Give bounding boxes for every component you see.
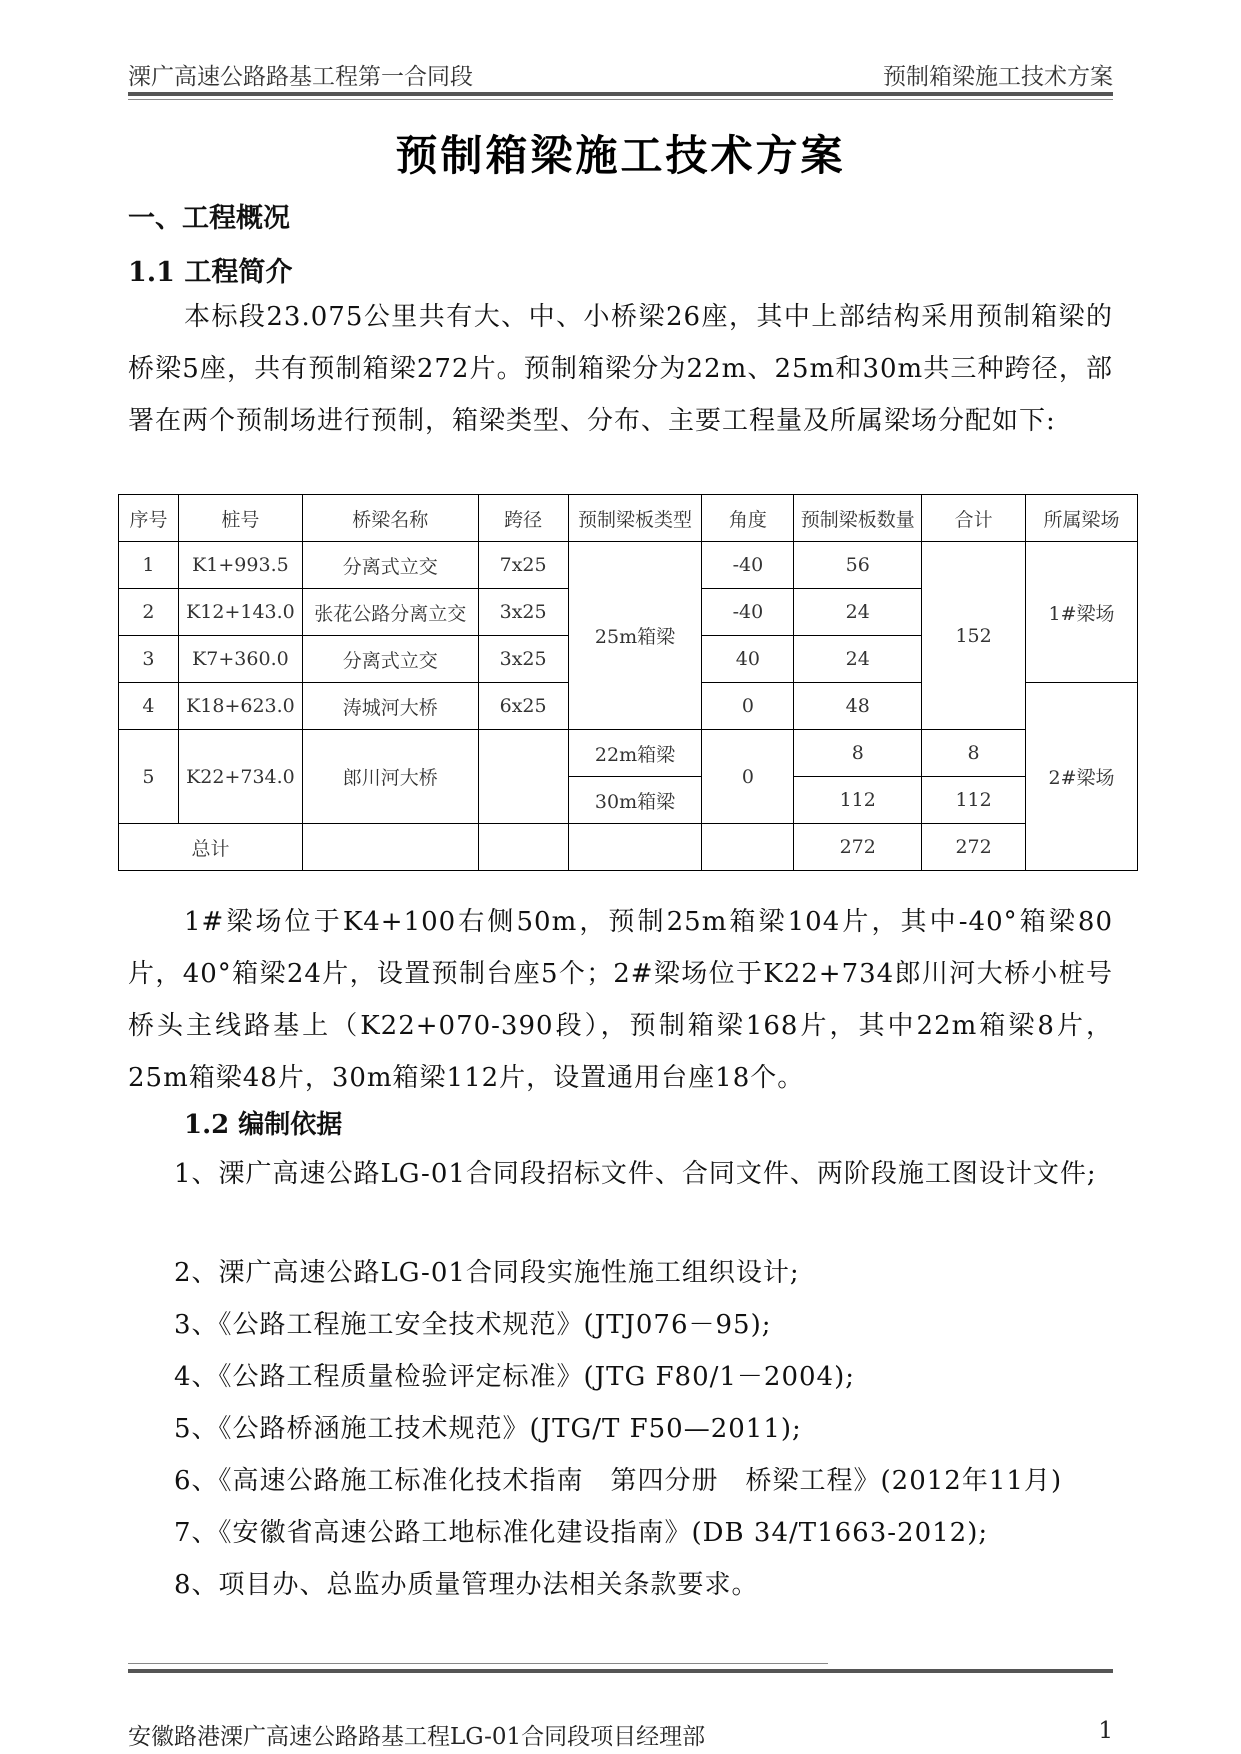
cell-type-22m: 22m箱梁: [568, 730, 702, 777]
cell-qty: 48: [794, 683, 922, 730]
subsection-heading-intro: 1.1 工程简介: [128, 257, 293, 288]
basis-item: 5、《公路桥涵施工技术规范》(JTG/T F50—2011);: [174, 1414, 802, 1444]
cell-qty: 24: [794, 636, 922, 683]
cell-yard-1: 1#梁场: [1026, 542, 1138, 683]
header-cell: 所属梁场: [1026, 495, 1138, 542]
beam-distribution-table: [118, 494, 1138, 871]
cell-sum-30m: 112: [922, 777, 1026, 824]
cell-angle: 0: [702, 683, 794, 730]
cell-empty: [478, 824, 568, 871]
table-row: [119, 730, 1138, 777]
cell-span: 6x25: [478, 683, 568, 730]
cell-angle: -40: [702, 542, 794, 589]
header-cell: 跨径: [478, 495, 568, 542]
basis-item: 7、《安徽省高速公路工地标准化建设指南》(DB 34/T1663-2012);: [174, 1518, 989, 1548]
basis-item: 3、《公路工程施工安全技术规范》(JTJ076－95);: [174, 1310, 772, 1340]
cell-empty: [568, 824, 702, 871]
cell-bridge-name: 郎川河大桥: [302, 730, 478, 824]
table-header-row: [119, 495, 1138, 542]
cell-qty: 24: [794, 589, 922, 636]
cell-bridge-name: 张花公路分离立交: [302, 589, 478, 636]
table-total-row: [119, 824, 1138, 871]
subsection-heading-basis: 1.2 编制依据: [184, 1110, 343, 1140]
cell-sum-22m: 8: [922, 730, 1026, 777]
cell-bridge-name: 分离式立交: [302, 542, 478, 589]
header-rule-thick: [128, 92, 1113, 96]
cell-no: 5: [119, 730, 179, 824]
cell-span: 3x25: [478, 636, 568, 683]
cell-qty-22m: 8: [794, 730, 922, 777]
footer-organization: 安徽路港溧广高速公路路基工程LG-01合同段项目经理部: [128, 1724, 706, 1750]
cell-no: 2: [119, 589, 179, 636]
cell-span: 3x25: [478, 589, 568, 636]
cell-sum-group1: 152: [922, 542, 1026, 730]
basis-item: 1、溧广高速公路LG-01合同段招标文件、合同文件、两阶段施工图设计文件;: [174, 1159, 1097, 1189]
cell-type-30m: 30m箱梁: [568, 777, 702, 824]
yard-description-paragraph: 1#梁场位于K4+100右侧50m，预制25m箱梁104片，其中-40°箱梁80片，40°箱梁24片，设置预制台座5个；2#梁场位于K22+734郎川河大桥小桩号桥头主线路基上（K22+070-390段），预制箱梁168片，其中22m箱梁8片，25m箱梁48片，30m箱梁112片，设置通用台座18个。: [128, 907, 1113, 1093]
cell-span: [478, 730, 568, 824]
basis-item: 6、《高速公路施工标准化技术指南 第四分册 桥梁工程》(2012年11月): [174, 1466, 1063, 1496]
basis-item: 2、溧广高速公路LG-01合同段实施性施工组织设计;: [174, 1258, 800, 1288]
cell-station: K18+623.0: [178, 683, 302, 730]
cell-total-qty: 272: [794, 824, 922, 871]
cell-no: 3: [119, 636, 179, 683]
cell-station: K12+143.0: [178, 589, 302, 636]
cell-total-label: 总计: [119, 824, 303, 871]
header-cell: 角度: [702, 495, 794, 542]
table-row: [119, 542, 1138, 589]
cell-angle: 0: [702, 730, 794, 824]
section-heading-overview: 一、工程概况: [128, 203, 290, 234]
header-cell: 预制梁板类型: [568, 495, 702, 542]
header-cell: 合计: [922, 495, 1026, 542]
basis-item: 8、项目办、总监办质量管理办法相关条款要求。: [174, 1570, 759, 1600]
cell-empty: [702, 824, 794, 871]
cell-span: 7x25: [478, 542, 568, 589]
cell-no: 4: [119, 683, 179, 730]
header-rule-thin: [128, 99, 1113, 100]
cell-yard-2: 2#梁场: [1026, 683, 1138, 871]
header-cell: 预制梁板数量: [794, 495, 922, 542]
cell-qty: 56: [794, 542, 922, 589]
header-doc-title: 预制箱梁施工技术方案: [883, 64, 1113, 90]
page-header: [128, 58, 1113, 92]
cell-bridge-name: 涛城河大桥: [302, 683, 478, 730]
cell-station: K1+993.5: [178, 542, 302, 589]
header-cell: 桥梁名称: [302, 495, 478, 542]
cell-station: K22+734.0: [178, 730, 302, 824]
page-number: 1: [1098, 1718, 1113, 1744]
cell-empty: [302, 824, 478, 871]
cell-angle: 40: [702, 636, 794, 683]
intro-paragraph: 本标段23.075公里共有大、中、小桥梁26座，其中上部结构采用预制箱梁的桥梁5座，共有预制箱梁272片。预制箱梁分为22m、25m和30m共三种跨径，部署在两个预制场进行预制，箱梁类型、分布、主要工程量及所属梁场分配如下:: [128, 302, 1113, 436]
header-project-name: 溧广高速公路路基工程第一合同段: [128, 64, 473, 90]
cell-no: 1: [119, 542, 179, 589]
footer-rule-thick: [128, 1669, 1113, 1673]
header-cell: 序号: [119, 495, 179, 542]
footer-rule-thin: [128, 1663, 828, 1664]
cell-type-25m: 25m箱梁: [568, 542, 702, 730]
cell-qty-30m: 112: [794, 777, 922, 824]
basis-item: 4、《公路工程质量检验评定标准》(JTG F80/1－2004);: [174, 1362, 855, 1392]
cell-bridge-name: 分离式立交: [302, 636, 478, 683]
page-title: 预制箱梁施工技术方案: [395, 131, 846, 180]
header-cell: 桩号: [178, 495, 302, 542]
cell-angle: -40: [702, 589, 794, 636]
cell-total-sum: 272: [922, 824, 1026, 871]
cell-station: K7+360.0: [178, 636, 302, 683]
